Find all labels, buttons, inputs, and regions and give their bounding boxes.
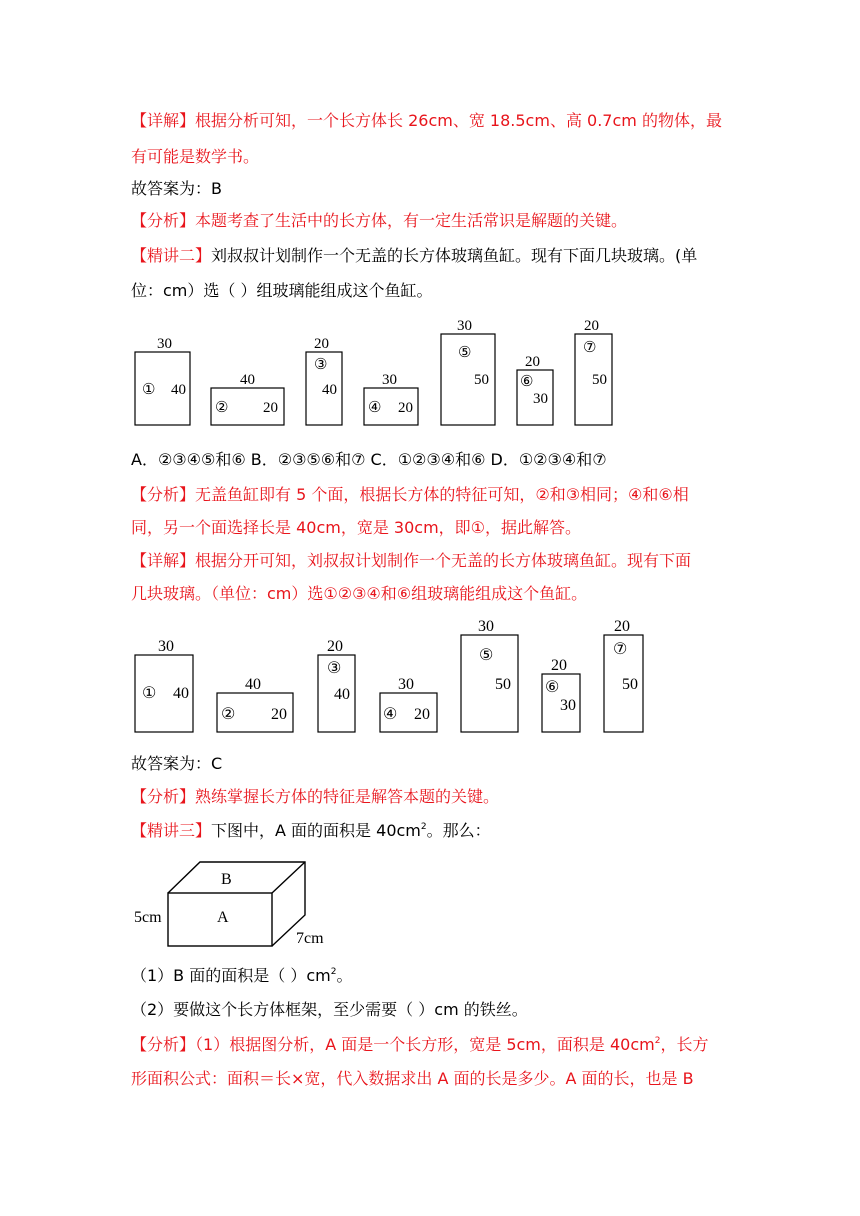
svg-text:20: 20	[551, 657, 567, 674]
svg-text:20: 20	[271, 706, 287, 723]
svg-text:⑤: ⑤	[479, 647, 494, 664]
tag-detail-2: 【详解】	[131, 551, 196, 570]
face-a-label: A	[217, 909, 229, 926]
detail-text: 根据分析可知，一个长方体长 26cm、宽 18.5cm、高 0.7cm 的物体，最	[195, 111, 722, 130]
question-2-text: 刘叔叔计划制作一个无盖的长方体玻璃鱼缸。现有下面几块玻璃。(单	[211, 246, 698, 265]
detail-2-text: 根据分开可知，刘叔叔计划制作一个无盖的长方体玻璃鱼缸。现有下面	[195, 551, 692, 570]
svg-text:30: 30	[478, 618, 494, 635]
question-3-sup: 2	[420, 822, 427, 832]
height-label: 5cm	[134, 909, 162, 926]
p2-top: 40	[240, 372, 255, 388]
p2-side: 20	[263, 400, 278, 416]
tag-analysis: 【分析】	[131, 211, 196, 230]
analysis-4-line-1	[131, 1034, 708, 1059]
analysis-4-text-b: ，长方	[660, 1035, 709, 1054]
analysis-text: 本题考查了生活中的长方体，有一定生活常识是解题的关键。	[195, 211, 628, 230]
analysis-3-line	[131, 786, 499, 808]
tag-analysis-3: 【分析】	[131, 787, 196, 806]
analysis-4-sup: 2	[654, 1036, 661, 1046]
answer-c: 故答案为：C	[131, 754, 223, 773]
p3-side: 40	[322, 382, 337, 398]
question-3-text-b: 。那么：	[426, 821, 491, 840]
p6-top: 20	[525, 354, 540, 370]
p1-side: 40	[171, 382, 186, 398]
sub-question-1	[131, 965, 352, 990]
question-3-text-a: 下图中，A 面的面积是 40cm	[211, 821, 421, 840]
tag-analysis-2: 【分析】	[131, 485, 196, 504]
analysis-4-text-a: （1）根据图分析，A 面是一个长方形，宽是 5cm，面积是 40cm	[195, 1035, 655, 1054]
cuboid-figure	[168, 862, 305, 946]
face-b-label: B	[221, 871, 232, 888]
svg-text:①: ①	[142, 685, 157, 702]
answer-b: 故答案为：B	[131, 179, 222, 198]
p4-side: 20	[398, 400, 413, 416]
p6-side: 30	[533, 391, 548, 407]
analysis-3-text: 熟练掌握长方体的特征是解答本题的关键。	[195, 787, 500, 806]
detail-2-line-2: 几块玻璃。（单位：cm）选①②③④和⑥组玻璃能组成这个鱼缸。	[131, 584, 588, 603]
depth-label: 7cm	[296, 930, 324, 947]
analysis-2-line-2: 同，另一个面选择长是 40cm，宽是 30cm，即①，据此解答。	[131, 518, 582, 537]
svg-text:20: 20	[414, 706, 430, 723]
q1-text-a: （1）B 面的面积是（ ）cm	[131, 966, 331, 985]
p5-side: 50	[474, 372, 489, 388]
tag-analysis-4: 【分析】	[131, 1035, 196, 1054]
svg-text:40: 40	[334, 686, 350, 703]
p7-num: ⑦	[583, 340, 597, 356]
svg-text:40: 40	[245, 676, 261, 693]
p4-top: 30	[382, 372, 397, 388]
svg-text:20: 20	[614, 618, 630, 635]
q1-sup: 2	[330, 967, 337, 977]
svg-text:②: ②	[221, 706, 236, 723]
p1-num: ①	[142, 382, 156, 398]
svg-text:⑦: ⑦	[613, 641, 628, 658]
panel-labels-2	[142, 618, 638, 723]
p2-num: ②	[215, 400, 229, 416]
p6-num: ⑥	[520, 374, 534, 390]
svg-text:⑥: ⑥	[545, 679, 560, 696]
p7-side: 50	[592, 372, 607, 388]
svg-text:50: 50	[622, 676, 638, 693]
svg-text:③: ③	[327, 660, 342, 677]
q1-text-b: 。	[336, 966, 353, 985]
detail-line-2: 有可能是数学书。	[131, 147, 260, 166]
p7-top: 20	[584, 318, 599, 334]
p5-top: 30	[457, 318, 472, 334]
svg-text:30: 30	[158, 638, 174, 655]
question-2-line-2: 位：cm）选（ ）组玻璃能组成这个鱼缸。	[131, 281, 433, 300]
p4-num: ④	[368, 400, 382, 416]
p1-top: 30	[157, 336, 172, 352]
svg-text:④: ④	[383, 706, 398, 723]
p3-top: 20	[314, 336, 329, 352]
svg-text:30: 30	[560, 697, 576, 714]
sub-question-2: （2）要做这个长方体框架，至少需要（ ）cm 的铁丝。	[131, 1000, 528, 1019]
analysis-4-line-2: 形面积公式：面积＝长×宽，代入数据求出 A 面的长是多少。A 面的长，也是 B	[131, 1069, 694, 1088]
tag-lecture-2: 【精讲二】	[131, 246, 212, 265]
detail-2-line-1	[131, 550, 691, 572]
svg-text:30: 30	[398, 676, 414, 693]
tag-detail: 【详解】	[131, 111, 196, 130]
svg-text:50: 50	[495, 676, 511, 693]
analysis-2-line-1	[131, 484, 689, 506]
panel-labels-1	[142, 318, 607, 416]
question-3-line	[131, 820, 491, 845]
svg-text:20: 20	[327, 638, 343, 655]
analysis-2-text: 无盖鱼缸即有 5 个面，根据长方体的特征可知，②和③相同；④和⑥相	[195, 485, 689, 504]
cuboid-labels	[134, 871, 324, 947]
p5-num: ⑤	[458, 345, 472, 361]
options-line: A．②③④⑤和⑥ B．②③⑤⑥和⑦ C．①②③④和⑥ D．①②③④和⑦	[131, 450, 607, 469]
p3-num: ③	[314, 357, 328, 373]
tag-lecture-3: 【精讲三】	[131, 821, 212, 840]
svg-text:40: 40	[173, 685, 189, 702]
